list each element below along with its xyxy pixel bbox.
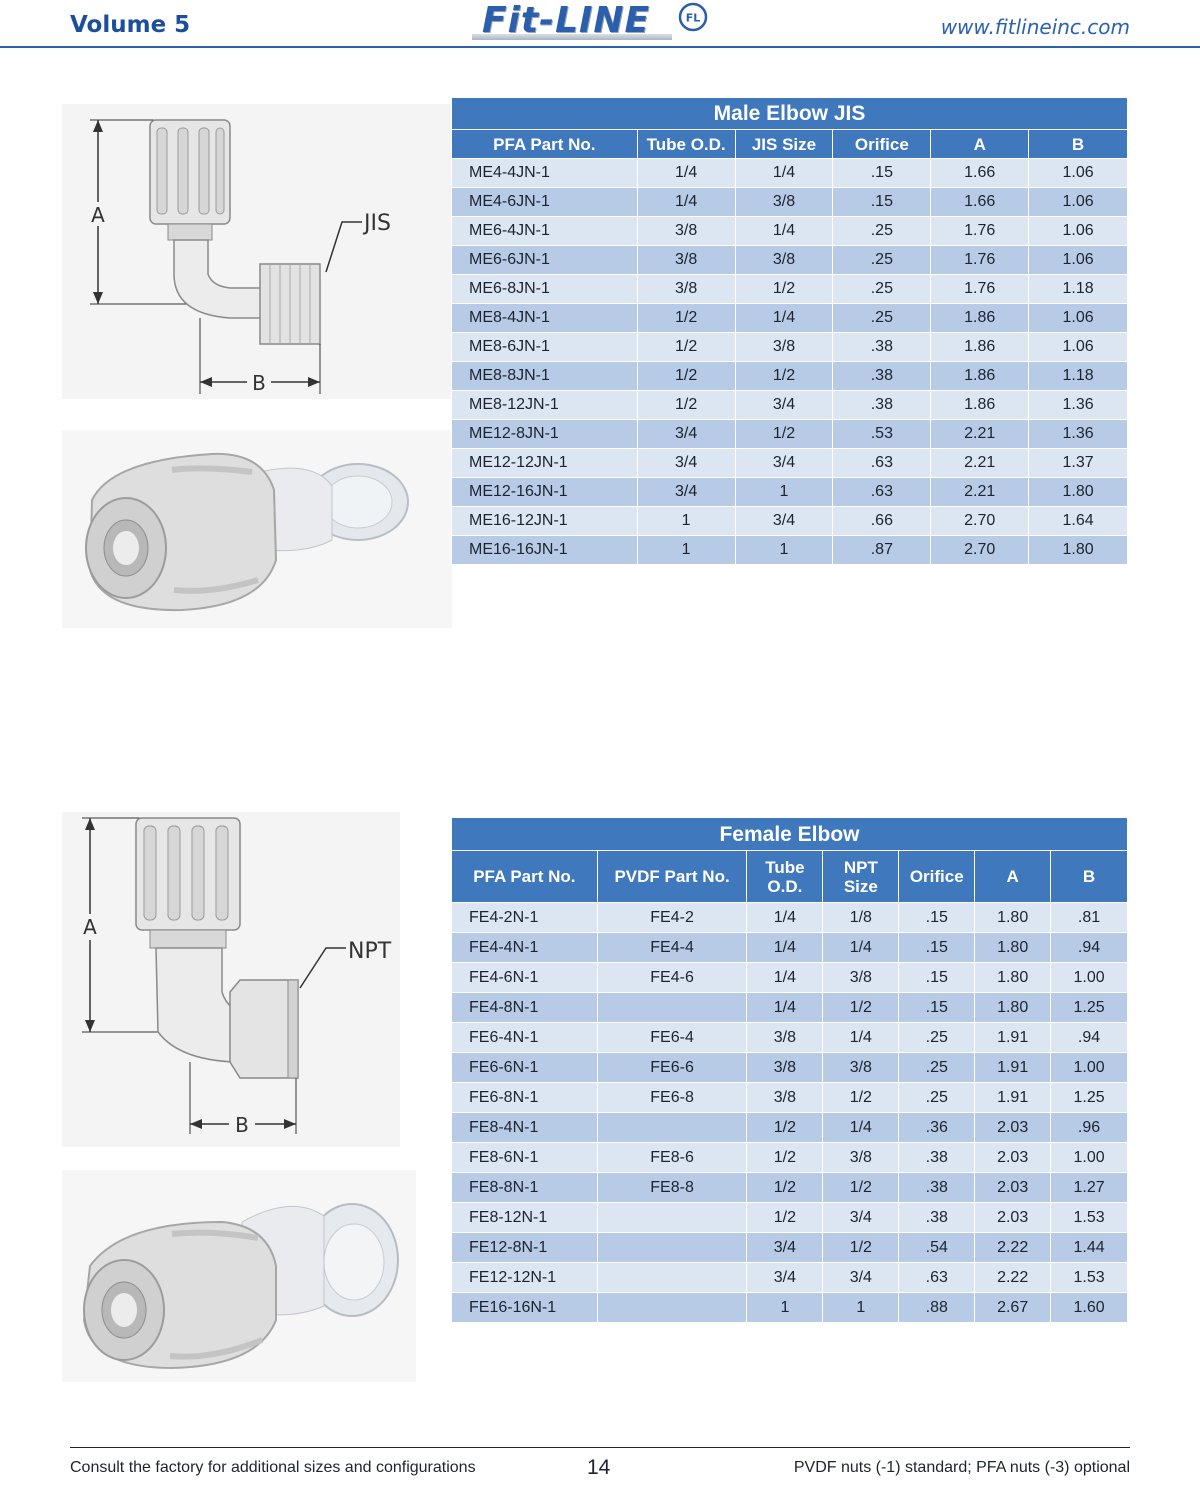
table-cell: .15 <box>833 188 931 217</box>
male-elbow-dimension-drawing <box>62 104 452 399</box>
table-cell: .25 <box>899 1023 975 1053</box>
table-cell: .88 <box>899 1293 975 1323</box>
table-cell: 1.06 <box>1029 159 1128 188</box>
table-cell: 3/8 <box>637 217 735 246</box>
table-cell: 3/8 <box>637 246 735 275</box>
table-cell: FE6-6N-1 <box>452 1053 598 1083</box>
table-cell: 3/4 <box>637 478 735 507</box>
female-elbow-table-title: Female Elbow <box>452 818 1128 851</box>
table-cell: ME8-12JN-1 <box>452 391 638 420</box>
table-cell: .36 <box>899 1113 975 1143</box>
female-elbow-row <box>452 1173 1128 1203</box>
table-cell: ME4-4JN-1 <box>452 159 638 188</box>
table-cell: ME6-6JN-1 <box>452 246 638 275</box>
table-cell: 3/4 <box>735 449 833 478</box>
table-cell: 1.44 <box>1051 1233 1128 1263</box>
table-cell: .38 <box>899 1203 975 1233</box>
male-col-b: B <box>1029 130 1128 159</box>
table-cell: FE8-6 <box>597 1143 747 1173</box>
table-cell: 2.21 <box>931 478 1029 507</box>
table-cell <box>597 1203 747 1233</box>
male-dim-b-label: B <box>252 371 266 395</box>
table-cell: 1.91 <box>975 1083 1051 1113</box>
male-col-tube-od: Tube O.D. <box>637 130 735 159</box>
female-elbow-row <box>452 1293 1128 1323</box>
table-cell: ME12-8JN-1 <box>452 420 638 449</box>
female-elbow-row <box>452 903 1128 933</box>
table-cell: 1.36 <box>1029 391 1128 420</box>
table-cell: 2.70 <box>931 507 1029 536</box>
table-cell: .25 <box>833 246 931 275</box>
table-cell: 1/4 <box>735 159 833 188</box>
table-cell: 3/8 <box>735 188 833 217</box>
table-cell: 1.86 <box>931 362 1029 391</box>
table-cell: 1/2 <box>747 1113 823 1143</box>
table-cell: 1.76 <box>931 275 1029 304</box>
male-elbow-row <box>452 536 1128 565</box>
logo-text: Fit-LINE <box>482 0 651 41</box>
table-cell: 3/8 <box>747 1023 823 1053</box>
table-cell: .25 <box>833 275 931 304</box>
table-cell: 1.66 <box>931 159 1029 188</box>
table-cell: 3/8 <box>823 1143 899 1173</box>
table-cell: 3/8 <box>747 1053 823 1083</box>
table-cell: 3/4 <box>637 420 735 449</box>
table-cell: .63 <box>833 449 931 478</box>
table-cell: 1.37 <box>1029 449 1128 478</box>
table-cell: 1/2 <box>735 275 833 304</box>
table-cell: 2.03 <box>975 1113 1051 1143</box>
male-col-orifice: Orifice <box>833 130 931 159</box>
table-cell: .15 <box>899 963 975 993</box>
female-col-orifice: Orifice <box>899 851 975 903</box>
table-cell: 1.76 <box>931 217 1029 246</box>
table-cell: .25 <box>899 1083 975 1113</box>
table-cell: 1.53 <box>1051 1263 1128 1293</box>
female-dim-a-label: A <box>83 915 97 939</box>
footer-note-right: PVDF nuts (-1) standard; PFA nuts (-3) optional <box>793 1459 1130 1476</box>
table-cell: .54 <box>899 1233 975 1263</box>
table-cell: 1.64 <box>1029 507 1128 536</box>
table-cell: 1/4 <box>747 993 823 1023</box>
table-cell: .81 <box>1051 903 1128 933</box>
table-cell: 1/4 <box>747 963 823 993</box>
table-cell: 1.06 <box>1029 217 1128 246</box>
male-elbow-row <box>452 478 1128 507</box>
table-cell: FE4-6 <box>597 963 747 993</box>
logo-badge-icon <box>678 2 708 32</box>
table-cell: 3/8 <box>735 246 833 275</box>
table-cell: 1 <box>735 478 833 507</box>
table-cell: .63 <box>833 478 931 507</box>
female-elbow-row <box>452 1023 1128 1053</box>
table-cell: 1/4 <box>823 1023 899 1053</box>
male-col-pfa-part: PFA Part No. <box>452 130 638 159</box>
table-cell: 1/2 <box>735 420 833 449</box>
table-cell: FE12-8N-1 <box>452 1233 598 1263</box>
table-cell: .15 <box>899 933 975 963</box>
table-cell: FE8-12N-1 <box>452 1203 598 1233</box>
male-elbow-table-title: Male Elbow JIS <box>452 98 1128 130</box>
page-number: 14 <box>587 1456 611 1479</box>
table-cell: 1.06 <box>1029 246 1128 275</box>
table-cell: 3/8 <box>747 1083 823 1113</box>
table-cell: 1/4 <box>747 903 823 933</box>
male-elbow-row <box>452 391 1128 420</box>
table-cell: 1/2 <box>747 1203 823 1233</box>
table-cell: .25 <box>899 1053 975 1083</box>
table-cell: 1.86 <box>931 333 1029 362</box>
header-divider <box>0 46 1200 48</box>
website-link[interactable]: www.fitlineinc.com <box>940 15 1130 39</box>
table-cell: FE6-4 <box>597 1023 747 1053</box>
table-cell: 1/8 <box>823 903 899 933</box>
table-cell: .38 <box>899 1143 975 1173</box>
table-cell: 3/4 <box>735 391 833 420</box>
table-cell: FE4-2N-1 <box>452 903 598 933</box>
table-cell: ME8-8JN-1 <box>452 362 638 391</box>
table-cell: 1.00 <box>1051 1143 1128 1173</box>
table-cell: ME4-6JN-1 <box>452 188 638 217</box>
table-cell: FE4-4 <box>597 933 747 963</box>
table-cell: FE8-8N-1 <box>452 1173 598 1203</box>
table-cell: FE4-2 <box>597 903 747 933</box>
table-cell: 3/8 <box>823 963 899 993</box>
table-cell: FE6-8 <box>597 1083 747 1113</box>
table-cell: 1/2 <box>823 1083 899 1113</box>
footer-note-left: Consult the factory for additional sizes and configurations <box>70 1459 476 1476</box>
table-cell: 2.22 <box>975 1263 1051 1293</box>
table-cell <box>597 993 747 1023</box>
table-cell: 1/4 <box>823 933 899 963</box>
table-cell: 1.91 <box>975 1053 1051 1083</box>
female-elbow-product-photo <box>62 1170 416 1382</box>
table-cell: 1.18 <box>1029 362 1128 391</box>
table-cell: .87 <box>833 536 931 565</box>
table-cell: 1/2 <box>637 391 735 420</box>
table-cell: 3/4 <box>637 449 735 478</box>
male-elbow-row <box>452 159 1128 188</box>
table-cell: 1/2 <box>637 304 735 333</box>
male-elbow-row <box>452 246 1128 275</box>
table-cell: 2.21 <box>931 420 1029 449</box>
table-cell: 1.00 <box>1051 963 1128 993</box>
male-elbow-row <box>452 449 1128 478</box>
female-col-pvdf-part: PVDF Part No. <box>597 851 747 903</box>
table-cell: 1.80 <box>1029 478 1128 507</box>
female-elbow-row <box>452 1083 1128 1113</box>
table-cell: 1 <box>735 536 833 565</box>
table-cell: FE6-6 <box>597 1053 747 1083</box>
table-cell: 1.66 <box>931 188 1029 217</box>
table-cell: 1/2 <box>747 1143 823 1173</box>
table-cell: 2.03 <box>975 1143 1051 1173</box>
male-col-a: A <box>931 130 1029 159</box>
table-cell: 1.06 <box>1029 188 1128 217</box>
table-cell <box>597 1263 747 1293</box>
logo-badge-text: FL <box>685 11 701 25</box>
table-cell: .53 <box>833 420 931 449</box>
table-cell: 1/4 <box>823 1113 899 1143</box>
female-elbow-table <box>451 817 1128 1323</box>
male-elbow-product-photo <box>62 430 452 628</box>
female-elbow-row <box>452 993 1128 1023</box>
table-cell: 1/2 <box>735 362 833 391</box>
table-cell: 2.70 <box>931 536 1029 565</box>
male-elbow-row <box>452 420 1128 449</box>
female-col-b: B <box>1051 851 1128 903</box>
table-cell: ME8-4JN-1 <box>452 304 638 333</box>
table-cell: 1.00 <box>1051 1053 1128 1083</box>
female-thread-label: NPT <box>348 939 392 964</box>
table-cell: 1/2 <box>637 333 735 362</box>
table-cell: 1.18 <box>1029 275 1128 304</box>
table-cell: 1/4 <box>747 933 823 963</box>
table-cell: 1.06 <box>1029 304 1128 333</box>
female-col-pfa-part: PFA Part No. <box>452 851 598 903</box>
male-thread-label: JIS <box>364 211 391 236</box>
table-cell: .38 <box>833 362 931 391</box>
table-cell: 1.06 <box>1029 333 1128 362</box>
female-elbow-row <box>452 1143 1128 1173</box>
table-cell: 1 <box>637 536 735 565</box>
male-elbow-row <box>452 507 1128 536</box>
male-elbow-jis-table <box>451 97 1128 565</box>
male-elbow-row <box>452 275 1128 304</box>
table-cell: 2.67 <box>975 1293 1051 1323</box>
table-cell: 1/4 <box>735 217 833 246</box>
table-cell: 1.53 <box>1051 1203 1128 1233</box>
table-cell: 3/4 <box>823 1203 899 1233</box>
table-cell: 2.22 <box>975 1233 1051 1263</box>
table-cell: FE6-4N-1 <box>452 1023 598 1053</box>
table-cell: .96 <box>1051 1113 1128 1143</box>
table-cell: ME6-4JN-1 <box>452 217 638 246</box>
table-cell: 1/2 <box>637 362 735 391</box>
table-cell: FE8-8 <box>597 1173 747 1203</box>
table-cell: FE12-12N-1 <box>452 1263 598 1293</box>
female-elbow-table-body <box>452 903 1128 1323</box>
table-cell: 1.86 <box>931 391 1029 420</box>
female-col-npt-size: NPT Size <box>823 851 899 903</box>
footer-divider <box>70 1447 1130 1448</box>
male-elbow-row <box>452 304 1128 333</box>
table-cell: 1.91 <box>975 1023 1051 1053</box>
table-cell: 1.86 <box>931 304 1029 333</box>
table-cell: ME16-12JN-1 <box>452 507 638 536</box>
table-cell: 2.21 <box>931 449 1029 478</box>
male-col-jis-size: JIS Size <box>735 130 833 159</box>
table-cell: FE8-6N-1 <box>452 1143 598 1173</box>
table-cell: ME8-6JN-1 <box>452 333 638 362</box>
table-cell: .38 <box>833 333 931 362</box>
table-cell: 1.27 <box>1051 1173 1128 1203</box>
table-cell: 2.03 <box>975 1203 1051 1233</box>
table-cell: 1/2 <box>823 1173 899 1203</box>
table-cell: FE8-4N-1 <box>452 1113 598 1143</box>
female-elbow-row <box>452 1113 1128 1143</box>
male-elbow-row <box>452 217 1128 246</box>
table-cell: .94 <box>1051 1023 1128 1053</box>
table-cell: .15 <box>899 993 975 1023</box>
table-cell: 1/2 <box>823 1233 899 1263</box>
table-cell: 3/4 <box>747 1233 823 1263</box>
table-cell: 1.36 <box>1029 420 1128 449</box>
female-elbow-row <box>452 963 1128 993</box>
table-cell: ME16-16JN-1 <box>452 536 638 565</box>
table-cell: 1 <box>637 507 735 536</box>
table-cell: .38 <box>899 1173 975 1203</box>
male-dim-a-label: A <box>91 203 105 227</box>
table-cell: 1/4 <box>637 159 735 188</box>
table-cell: FE4-6N-1 <box>452 963 598 993</box>
table-cell: 1 <box>747 1293 823 1323</box>
table-cell: .63 <box>899 1263 975 1293</box>
page-header <box>0 0 1200 52</box>
table-cell: 1.76 <box>931 246 1029 275</box>
male-elbow-table-body <box>452 159 1128 565</box>
table-cell: 1/2 <box>747 1173 823 1203</box>
table-cell <box>597 1113 747 1143</box>
male-elbow-row <box>452 188 1128 217</box>
table-cell: 3/8 <box>823 1053 899 1083</box>
female-elbow-row <box>452 1053 1128 1083</box>
table-cell: 1 <box>823 1293 899 1323</box>
table-cell: 1.80 <box>975 903 1051 933</box>
table-cell: ME12-12JN-1 <box>452 449 638 478</box>
table-cell: 1/4 <box>637 188 735 217</box>
table-cell: 3/4 <box>747 1263 823 1293</box>
table-cell: .25 <box>833 304 931 333</box>
female-dim-b-label: B <box>235 1113 249 1137</box>
table-cell <box>597 1293 747 1323</box>
table-cell: ME6-8JN-1 <box>452 275 638 304</box>
table-cell: 1/4 <box>735 304 833 333</box>
table-cell: FE16-16N-1 <box>452 1293 598 1323</box>
table-cell: ME12-16JN-1 <box>452 478 638 507</box>
female-elbow-row <box>452 1233 1128 1263</box>
fit-line-logo <box>472 0 722 44</box>
table-cell: 3/4 <box>823 1263 899 1293</box>
female-elbow-row <box>452 1203 1128 1233</box>
table-cell: 1.80 <box>975 993 1051 1023</box>
table-cell: FE4-4N-1 <box>452 933 598 963</box>
female-elbow-dimension-drawing <box>62 812 400 1147</box>
table-cell: FE6-8N-1 <box>452 1083 598 1113</box>
table-cell: .94 <box>1051 933 1128 963</box>
table-cell: .66 <box>833 507 931 536</box>
table-cell: FE4-8N-1 <box>452 993 598 1023</box>
table-cell: 1.80 <box>975 963 1051 993</box>
table-cell: 1.60 <box>1051 1293 1128 1323</box>
female-elbow-row <box>452 933 1128 963</box>
table-cell: 2.03 <box>975 1173 1051 1203</box>
table-cell: .38 <box>833 391 931 420</box>
male-elbow-row <box>452 333 1128 362</box>
table-cell: 3/8 <box>735 333 833 362</box>
table-cell: 3/8 <box>637 275 735 304</box>
table-cell: 1.80 <box>975 933 1051 963</box>
female-col-a: A <box>975 851 1051 903</box>
volume-label: Volume 5 <box>70 12 191 38</box>
male-elbow-row <box>452 362 1128 391</box>
table-cell: 3/4 <box>735 507 833 536</box>
female-elbow-row <box>452 1263 1128 1293</box>
table-cell: 1.80 <box>1029 536 1128 565</box>
table-cell <box>597 1233 747 1263</box>
table-cell: 1/2 <box>823 993 899 1023</box>
female-col-tube-od: Tube O.D. <box>747 851 823 903</box>
table-cell: .15 <box>833 159 931 188</box>
table-cell: 1.25 <box>1051 1083 1128 1113</box>
table-cell: 1.25 <box>1051 993 1128 1023</box>
table-cell: .25 <box>833 217 931 246</box>
table-cell: .15 <box>899 903 975 933</box>
